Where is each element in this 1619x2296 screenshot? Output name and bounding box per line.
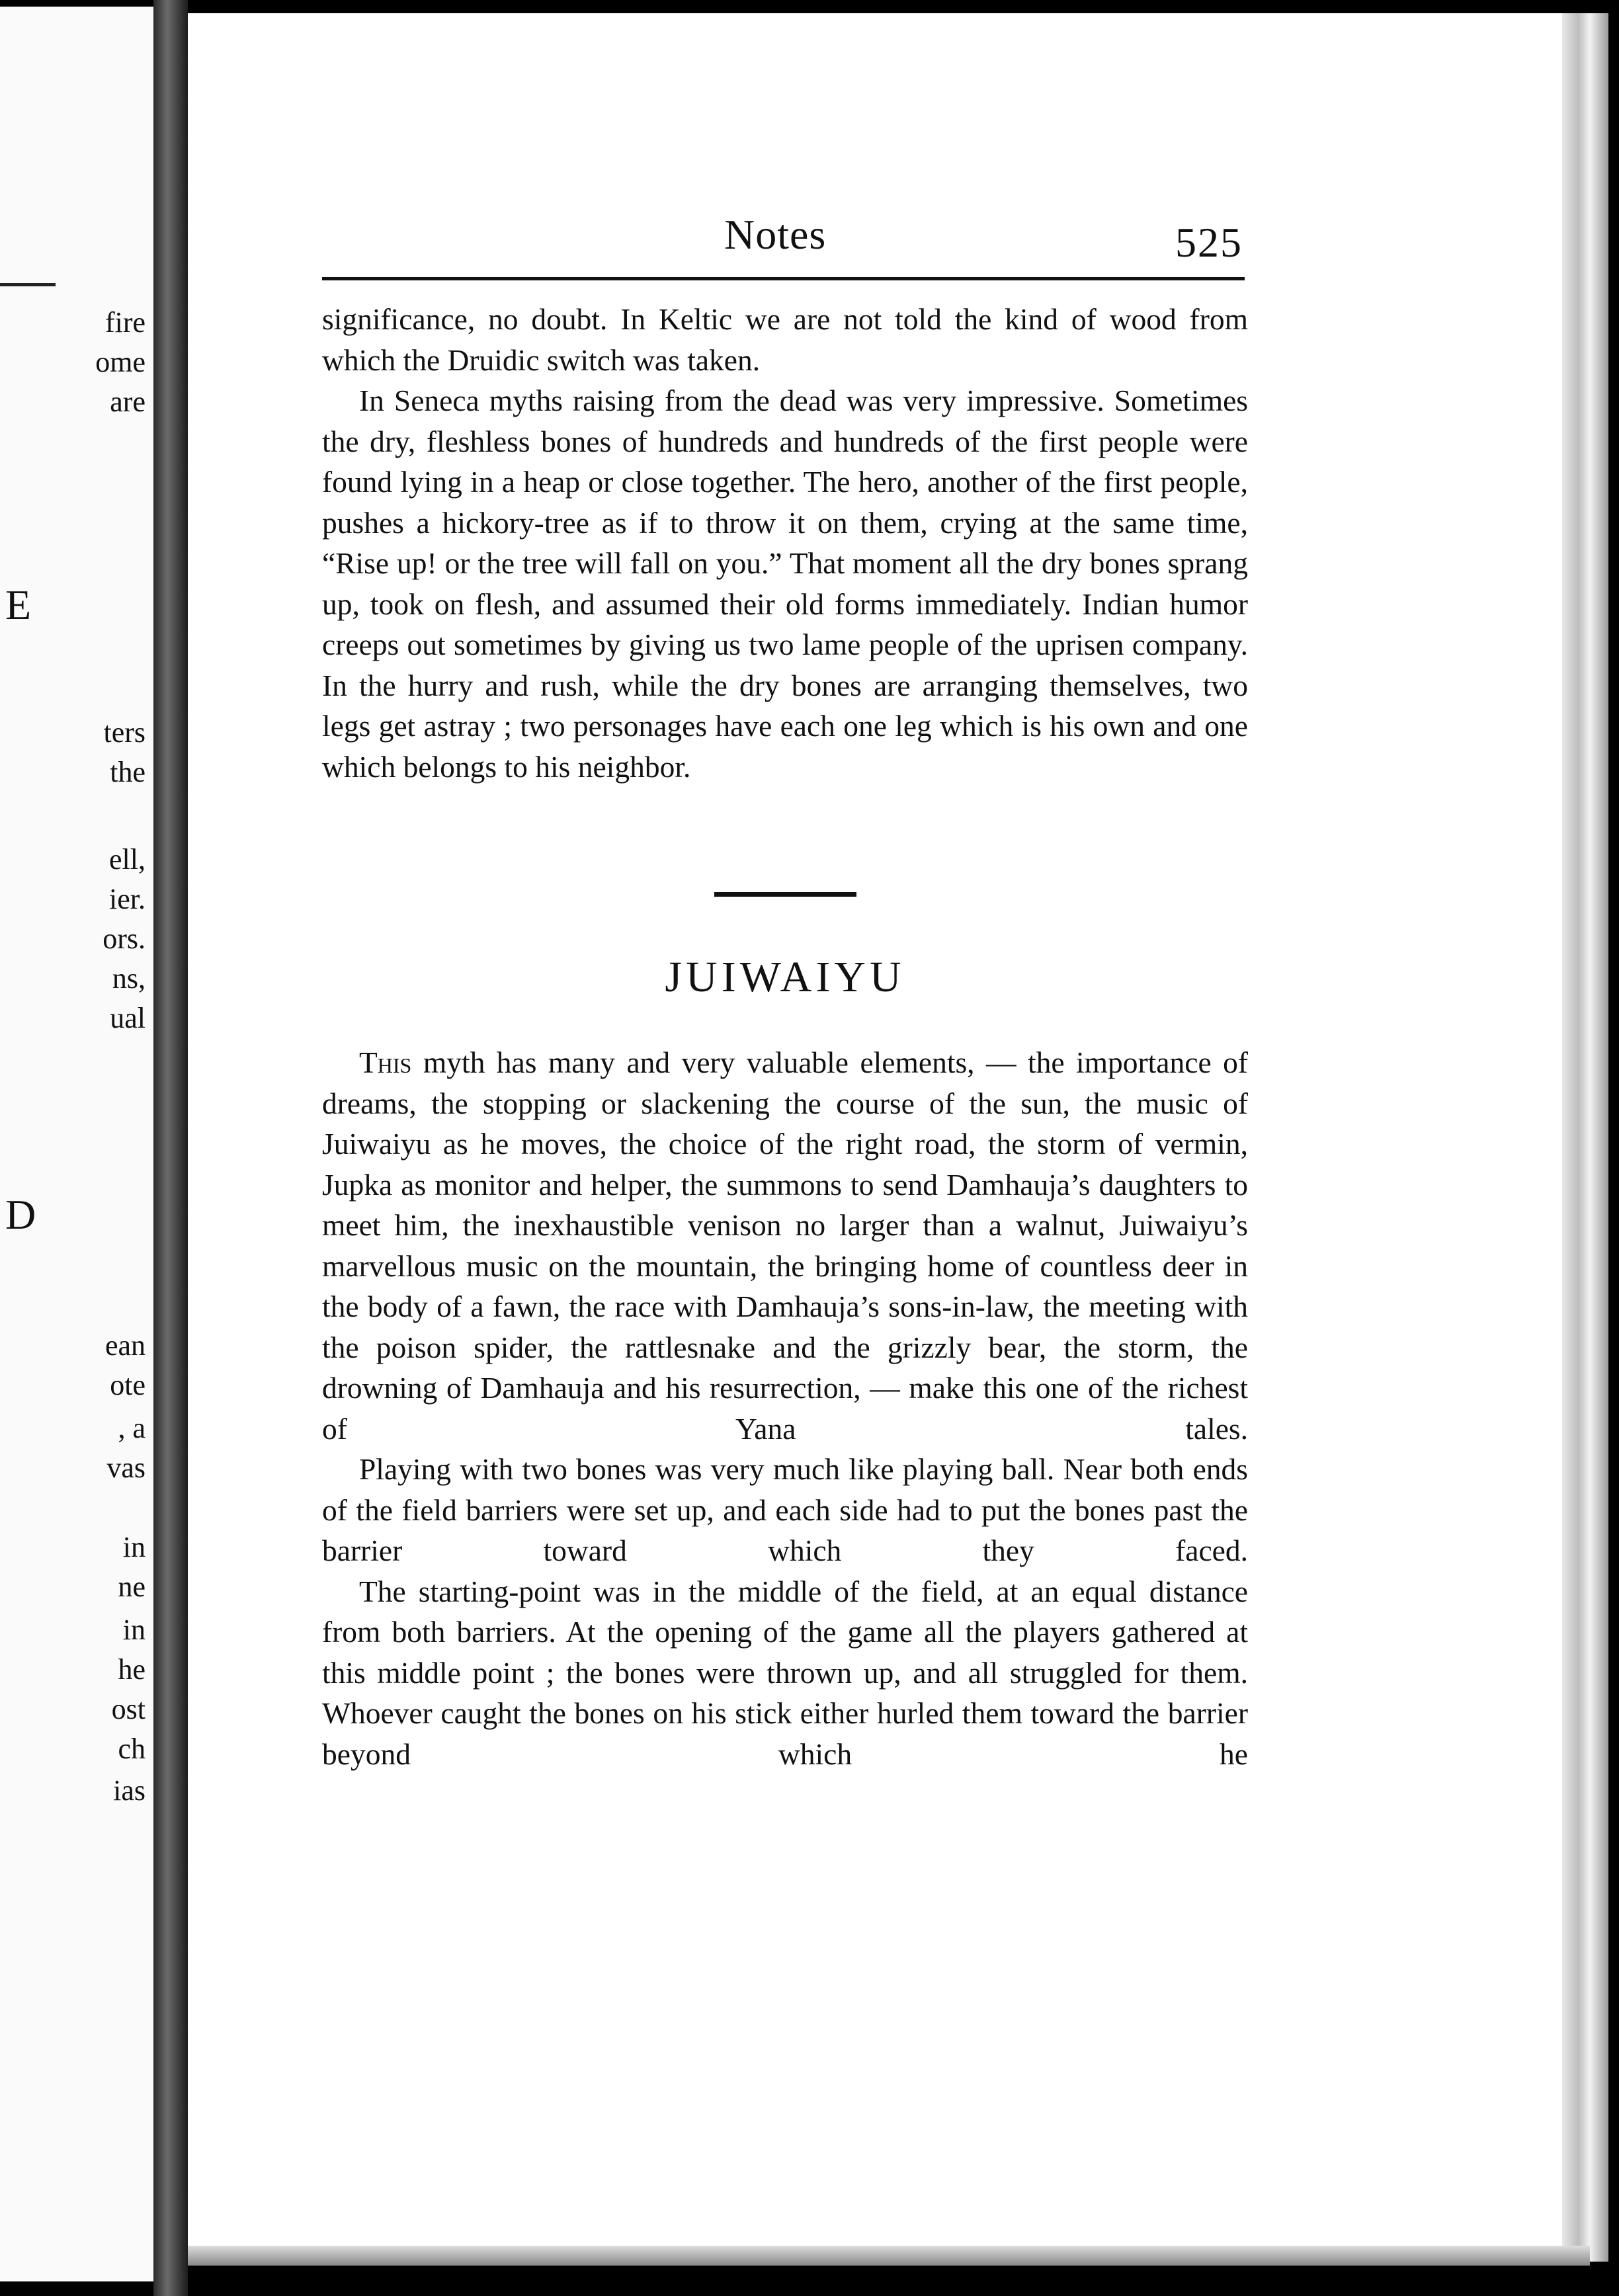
- facing-line: ier.: [109, 883, 145, 915]
- paragraph: [322, 1042, 1248, 1449]
- facing-line: ome: [95, 346, 145, 378]
- section-body: [322, 1042, 1248, 1774]
- facing-heading-letter: E: [5, 581, 33, 628]
- facing-line: ean: [104, 1329, 145, 1362]
- facing-line: the: [110, 756, 145, 788]
- paragraph: In Seneca myths raising from the dead was very impressive. Sometimes the dry, fleshless bones of hundreds and hundreds of the first people were found lying in a heap or close together. The hero, another of the first people, pushes a hickory-tree as if to throw it on them, crying at the same time, “Rise up! or the tree will fall on you.” That moment all the dry bones sprang up, took on flesh, and assumed their old forms immediately. Indian humor creeps out sometimes by giving us two lame people of the uprisen company. In the hurry and rush, while the dry bones are arranging themselves, two legs get astray ; two personages have each one leg which is his own and one which belongs to his neighbor.: [322, 384, 1248, 784]
- running-title: Notes: [724, 211, 827, 258]
- paragraph: Playing with two bones was very much like playing ball. Near both ends of the field barriers were set up, and each side had to put the bones past the barrier toward which they faced.: [322, 1452, 1248, 1567]
- facing-line: ote: [110, 1369, 145, 1401]
- facing-line: vas: [106, 1452, 145, 1484]
- section-title: JUIWAIYU: [665, 953, 905, 1001]
- facing-heading-letter: D: [5, 1191, 38, 1238]
- facing-line: are: [110, 386, 145, 418]
- paragraph: significance, no doubt. In Keltic we are not told the kind of wood from which the Druidic switch was taken.: [322, 302, 1248, 377]
- facing-line: in: [122, 1531, 145, 1563]
- facing-page-fragment: [0, 7, 153, 2281]
- facing-line: ias: [113, 1774, 145, 1807]
- facing-line: ne: [118, 1571, 145, 1603]
- section-separator: [714, 892, 856, 897]
- page-edge: [1562, 13, 1608, 2262]
- facing-line: ters: [103, 716, 145, 749]
- continued-notes: [322, 299, 1248, 787]
- facing-line: in: [122, 1614, 145, 1646]
- paragraph: The starting-point was in the middle of the field, at an equal distance from both barriers. At the opening of the game all the players gathered at this middle point ; the bones were thrown up, and all struggled for them. Whoever caught the bones on his stick either hurled them toward the barrier beyond which he: [322, 1574, 1248, 1771]
- facing-page-rule: [0, 283, 56, 286]
- paragraph-text: myth has many and very valuable elements, — the importance of dreams, the stopping or slackening the course of the sun, the music of Juiwaiyu as he moves, the choice of the right road, the storm of vermin, Jupka as monitor and helper, the summons to send Damhauja’s daughters to meet him, the inexhaustible venison no larger than a walnut, Juiwaiyu’s marvellous music on the mountain, the bringing home of countless deer in the body of a fawn, the race with Damhauja’s sons-in-law, the meeting with the poison spider, the rattlesnake and the grizzly bear, the storm, the drowning of Damhauja and his resurrection, — make this one of the richest of Yana tales.: [322, 1046, 1249, 1446]
- facing-line: , a: [118, 1412, 145, 1444]
- page-bottom-edge: [188, 2246, 1590, 2266]
- header-rule: [322, 277, 1245, 280]
- running-head: [321, 210, 1247, 270]
- facing-line: fire: [104, 306, 145, 339]
- facing-line: ual: [110, 1002, 145, 1034]
- facing-line: ors.: [103, 922, 145, 955]
- lead-word: This: [359, 1046, 412, 1079]
- facing-line: ch: [118, 1733, 145, 1765]
- page-number: 525: [1175, 219, 1243, 266]
- book-spine: [153, 0, 188, 2296]
- facing-line: ell,: [109, 843, 145, 876]
- facing-line: ns,: [112, 962, 145, 995]
- facing-line: ost: [111, 1693, 145, 1725]
- facing-line: he: [118, 1653, 145, 1686]
